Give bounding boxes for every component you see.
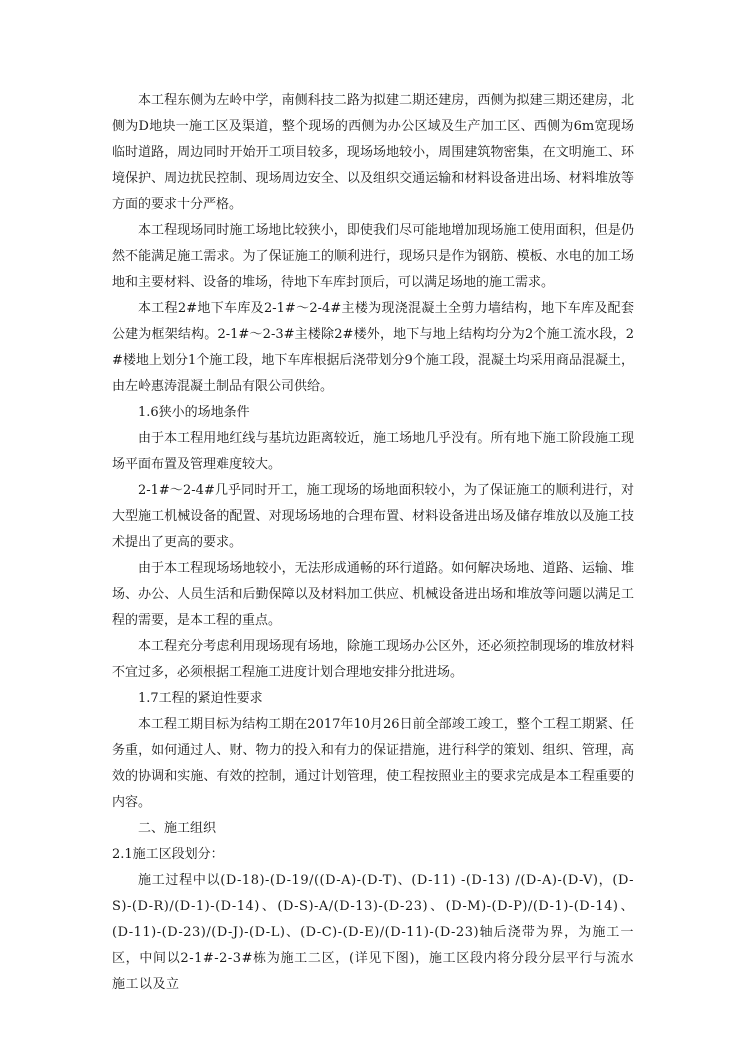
section-heading-1-6: 1.6狭小的场地条件 [138,405,250,420]
paragraph-1-6-c: 由于本工程现场场地较小，无法形成通畅的环行道路。如何解决场地、道路、运输、堆场、办公、人员生活和后勤保障以及材料加工供应、机械设备进出场和堆放等问题以满足工程的需要，是本工程的重点。 [112,561,634,628]
paragraph-2-1: 施工过程中以(D-18)-(D-19/((D-A)-(D-T)、(D-11) -(D-13) /(D-A)-(D-V)，(D-S)-(D-R)/(D-1)-(D-14)、(D-S)-A/(D-13)-(D-23)、(D-M)-(D-P)/(D-1)-(D-14)、(D-11)-(D-23)/(D-J)-(D-L)、(D-C)-(D-E)/(D-11)-(D-23)轴后浇带为界，为施工一区，中间以2-1#-2-3#栋为施工二区，(详见下图)，施工区段内将分段分层平行与流水施工以及立 [112,873,634,992]
paragraph-1-6-b: 2-1#～2-4#几乎同时开工，施工现场的场地面积较小，为了保证施工的顺利进行，对大型施工机械设备的配置、对现场场地的合理布置、材料设备进出场及储存堆放以及施工技术提出了更高的要求。 [112,483,634,550]
section-heading-2-1: 2.1施工区段划分： [112,847,224,862]
section-heading-1-7: 1.7工程的紧迫性要求 [138,691,263,706]
document-body [112,88,634,998]
paragraph-1-7: 本工程工期目标为结构工期在2017年10月26日前全部竣工竣工，整个工程工期紧、任务重，如何通过人、财、物力的投入和有力的保证措施，进行科学的策划、组织、管理，高效的协调和实施、有效的控制，通过计划管理，使工程按照业主的要求完成是本工程重要的内容。 [112,717,634,810]
paragraph-1-6-a: 由于本工程用地红线与基坑边距离较近，施工场地几乎没有。所有地下施工阶段施工现场平面布置及管理难度较大。 [112,431,634,472]
chapter-heading-2: 二、施工组织 [138,821,217,836]
paragraph-structure: 本工程2#地下车库及2-1#～2-4#主楼为现浇混凝土全剪力墙结构，地下车库及配套公建为框架结构。2-1#～2-3#主楼除2#楼外，地下与地上结构均分为2个施工流水段，2#楼地上划分1个施工段，地下车库根据后浇带划分9个施工段，混凝土均采用商品混凝土，由左岭惠涛混凝土制品有限公司供给。 [112,301,634,394]
paragraph-1-6-d: 本工程充分考虑利用现场现有场地，除施工现场办公区外，还必须控制现场的堆放材料不宜过多，必须根据工程施工进度计划合理地安排分批进场。 [112,639,634,680]
paragraph-site-surroundings: 本工程东侧为左岭中学，南侧科技二路为拟建二期还建房，西侧为拟建三期还建房，北侧为D地块一施工区及渠道，整个现场的西侧为办公区域及生产加工区、西侧为6m宽现场临时道路，周边同时开始开工项目较多，现场场地较小，周围建筑物密集，在文明施工、环境保护、周边扰民控制、现场周边安全、以及组织交通运输和材料设备进出场、材料堆放等方面的要求十分严格。 [112,93,634,212]
paragraph-site-space: 本工程现场同时施工场地比较狭小，即使我们尽可能地增加现场施工使用面积，但是仍然不能满足施工需求。为了保证施工的顺利进行，现场只是作为钢筋、模板、水电的加工场地和主要材料、设备的堆场，待地下车库封顶后，可以满足场地的施工需求。 [112,223,634,290]
